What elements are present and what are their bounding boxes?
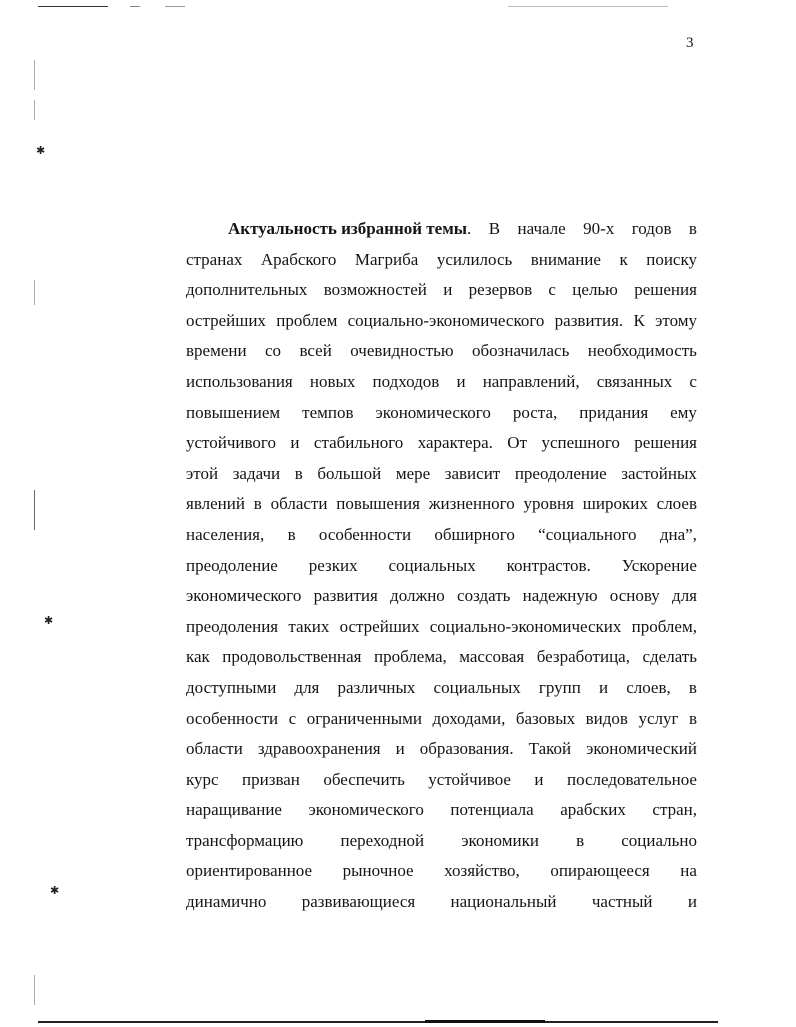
word: потенциала	[450, 800, 534, 820]
word: проблем	[276, 310, 338, 330]
word: доступными	[186, 677, 277, 697]
word: динамично	[186, 892, 267, 912]
word: с	[288, 708, 297, 728]
word: обеспечить	[323, 769, 405, 789]
word: задачи	[232, 463, 281, 483]
word: наращивание	[186, 800, 282, 820]
word: ему	[670, 402, 697, 422]
word: в	[688, 219, 697, 238]
punch-hole-mark-icon: ✱	[50, 884, 60, 897]
word: здравоохранения	[257, 739, 381, 759]
word: Магриба	[354, 249, 419, 269]
word: уровня	[523, 494, 574, 514]
word: экономического	[186, 586, 302, 606]
word: трансформацию	[186, 830, 304, 850]
word: курс	[186, 769, 219, 789]
word: и	[687, 892, 697, 912]
word: и	[395, 739, 405, 759]
word: устойчивого	[186, 433, 276, 453]
word: к	[619, 249, 628, 269]
word: повышения	[336, 494, 420, 514]
word: должно	[390, 586, 445, 606]
word: услуг	[638, 708, 679, 728]
text-line	[186, 581, 697, 612]
word: таких	[288, 616, 330, 636]
word: экономического	[308, 800, 424, 820]
word: сделать	[642, 647, 697, 667]
word: и	[598, 677, 609, 697]
word: преодоления	[186, 616, 279, 636]
text-line	[186, 856, 697, 887]
word: рыночное	[342, 861, 414, 881]
word: социально-экономического	[347, 310, 545, 330]
word: застойных	[621, 463, 697, 483]
word: мере	[395, 463, 431, 483]
word: темпов	[302, 402, 354, 422]
word: слоев,	[626, 677, 671, 697]
word: зависит	[444, 463, 501, 483]
word: социальных	[388, 555, 476, 575]
word: преодоление	[186, 555, 278, 575]
word: начале	[517, 219, 566, 238]
text-line	[186, 428, 697, 459]
word: Арабского	[260, 249, 337, 269]
word: хозяйство,	[444, 861, 520, 881]
word: усилилось	[436, 249, 513, 269]
word: в	[688, 708, 697, 728]
section-heading: Актуальность избранной темы.	[228, 219, 472, 238]
word: в	[294, 463, 303, 483]
punch-hole-mark-icon: ✱	[44, 614, 54, 627]
word: острейших	[186, 310, 266, 330]
scan-edge-line	[508, 6, 668, 7]
text-line	[186, 520, 697, 551]
word: придания	[579, 402, 649, 422]
text-line	[186, 489, 697, 520]
word: необходимость	[587, 341, 697, 361]
scan-edge-line	[38, 1021, 718, 1023]
word: арабских	[560, 800, 626, 820]
punch-hole-mark-icon: ✱	[36, 144, 46, 157]
word: устойчивое	[428, 769, 511, 789]
word: стран,	[652, 800, 697, 820]
word: жизненного	[428, 494, 515, 514]
word: со	[265, 341, 282, 361]
word: использования	[186, 371, 293, 391]
text-line	[186, 306, 697, 337]
word: с	[689, 371, 697, 391]
word: доходами,	[432, 708, 506, 728]
word: дна”,	[659, 524, 697, 544]
word: решения	[634, 433, 697, 453]
body-paragraph	[186, 214, 697, 918]
word: стабильного	[313, 433, 404, 453]
word: резервов	[468, 280, 533, 300]
word: создать	[457, 586, 511, 606]
word: обширного	[434, 524, 515, 544]
word: повышением	[186, 402, 281, 422]
word: этой	[186, 463, 219, 483]
word: экономического	[375, 402, 491, 422]
word: с	[548, 280, 556, 300]
word: в	[688, 677, 697, 697]
scan-edge-line	[34, 975, 35, 1005]
word: на	[680, 861, 697, 881]
word: годов	[631, 219, 672, 238]
word: как	[186, 647, 210, 667]
word: в	[287, 524, 296, 544]
word: развития	[313, 586, 378, 606]
word: успешного	[541, 433, 620, 453]
word: развивающиеся	[301, 892, 416, 912]
word: явлений	[186, 494, 245, 514]
word: времени	[186, 341, 247, 361]
scan-edge-line	[425, 1020, 545, 1023]
word: От	[507, 433, 528, 453]
text-line	[186, 612, 697, 643]
word: и	[456, 371, 466, 391]
word: ограниченными	[306, 708, 422, 728]
word: “социального	[538, 524, 637, 544]
text-line	[186, 398, 697, 429]
word: новых	[309, 371, 356, 391]
word: для	[294, 677, 320, 697]
word: и	[534, 769, 544, 789]
text-line	[186, 642, 697, 673]
scan-edge-line	[34, 100, 35, 120]
text-line	[186, 673, 697, 704]
word: образования.	[419, 739, 514, 759]
word: характера.	[417, 433, 493, 453]
text-line	[186, 367, 697, 398]
scan-edge-line	[34, 490, 35, 530]
word: социально-экономических	[429, 616, 622, 636]
word: В	[488, 219, 501, 238]
text-line	[186, 826, 697, 857]
text-line	[186, 459, 697, 490]
word: в	[253, 494, 262, 514]
word: решения	[634, 280, 697, 300]
text-line	[186, 734, 697, 765]
word: широких	[582, 494, 648, 514]
word: области	[186, 739, 243, 759]
word: призван	[242, 769, 300, 789]
word: острейших	[339, 616, 420, 636]
word: проблема,	[373, 647, 447, 667]
word: направлений,	[482, 371, 580, 391]
word: проблем,	[631, 616, 697, 636]
word: большой	[317, 463, 382, 483]
word: странах	[186, 249, 243, 269]
text-line	[186, 245, 697, 276]
word: последовательное	[566, 769, 697, 789]
word: опирающееся	[550, 861, 650, 881]
text-line	[186, 336, 697, 367]
word: и	[443, 280, 453, 300]
text-line	[186, 765, 697, 796]
word: экономики	[461, 830, 539, 850]
word: социально	[621, 830, 697, 850]
word: связанных	[596, 371, 673, 391]
word: частный	[591, 892, 653, 912]
text-line	[186, 214, 697, 245]
page-number: 3	[686, 35, 694, 51]
word: обозначилась	[472, 341, 570, 361]
word: резких	[308, 555, 358, 575]
word: слоев	[656, 494, 697, 514]
word: очевидностью	[350, 341, 454, 361]
word: ориентированное	[186, 861, 313, 881]
word: К	[633, 310, 645, 330]
word: области	[270, 494, 328, 514]
text-line	[186, 275, 697, 306]
text-line	[186, 704, 697, 735]
word: и	[290, 433, 300, 453]
word: особенности	[318, 524, 412, 544]
word: экономический	[586, 739, 697, 759]
word: подходов	[372, 371, 440, 391]
scan-edge-line	[34, 60, 35, 90]
word: дополнительных	[186, 280, 308, 300]
word: основу	[609, 586, 660, 606]
word: роста,	[512, 402, 558, 422]
word: социальных	[433, 677, 521, 697]
word: поиску	[646, 249, 697, 269]
scan-edge-line	[34, 280, 35, 305]
word: групп	[538, 677, 581, 697]
scan-edge-line	[130, 6, 140, 7]
word: надежную	[522, 586, 598, 606]
word: для	[672, 586, 697, 606]
word: этому	[655, 310, 697, 330]
word: преодоление	[514, 463, 607, 483]
word: базовых	[515, 708, 576, 728]
word: контрастов.	[506, 555, 591, 575]
text-line	[186, 887, 697, 918]
word: видов	[585, 708, 628, 728]
word: возможностей	[323, 280, 427, 300]
word: продовольственная	[222, 647, 362, 667]
word: Ускорение	[621, 555, 697, 575]
word: национальный	[450, 892, 557, 912]
word: 90-х	[583, 219, 615, 238]
word: особенности	[186, 708, 279, 728]
word: различных	[337, 677, 416, 697]
scan-edge-line	[38, 6, 108, 7]
word: внимание	[530, 249, 601, 269]
word: переходной	[340, 830, 425, 850]
word: целью	[572, 280, 618, 300]
word: развития.	[554, 310, 624, 330]
word: массовая	[459, 647, 525, 667]
word: в	[576, 830, 585, 850]
scan-edge-line	[165, 6, 185, 7]
word: Такой	[528, 739, 572, 759]
word: всей	[299, 341, 332, 361]
text-line	[186, 551, 697, 582]
word: безработица,	[536, 647, 630, 667]
text-line	[186, 795, 697, 826]
word: населения,	[186, 524, 265, 544]
